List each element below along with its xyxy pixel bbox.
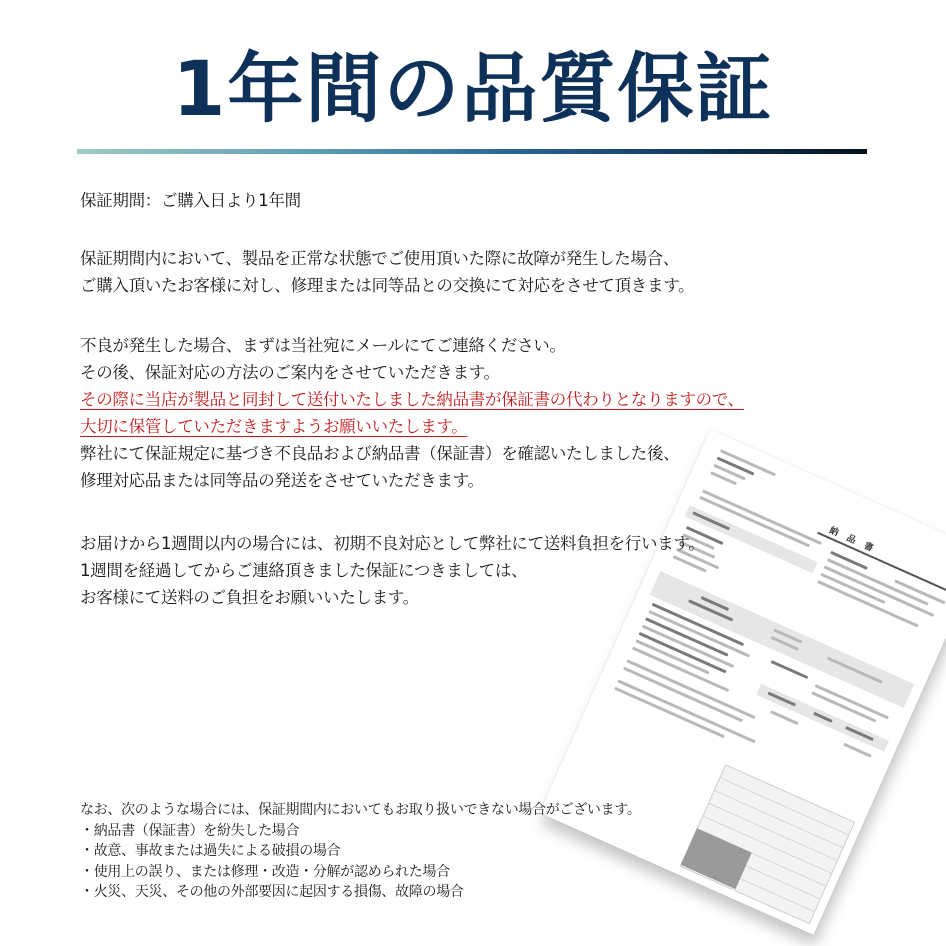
procedure-paragraph <box>80 332 744 494</box>
shipping-line: 1週間を経過してからご連絡頂きました保証につきましては、 <box>80 561 528 580</box>
procedure-line: その後、保証対応の方法のご案内をさせていただきます。 <box>80 363 500 382</box>
coverage-line: ご購入頂いたお客様に対し、修理または同等品との交換にて対応をさせて頂きます。 <box>80 276 695 295</box>
coverage-paragraph <box>80 245 694 299</box>
highlight-notice-line: その際に当店が製品と同封して送付いたしました納品書が保証書の代わりとなりますので、 <box>80 390 744 409</box>
page-title: 1年間の品質保証 <box>172 44 774 133</box>
shipping-line: お客様にて送料のご負担をお願いいたします。 <box>80 588 419 607</box>
exclusion-item: ・納品書（保証書）を紛失した場合 <box>80 822 300 839</box>
slip-text-line <box>626 659 755 719</box>
slip-text-line <box>843 743 872 758</box>
slip-heading: 納品書 <box>827 525 884 559</box>
procedure-line: 不良が発生した場合、まずは当社宛にメールにてご連絡ください。 <box>80 336 566 355</box>
warranty-period-line: 保証期間：ご購入日より1年間 <box>80 191 301 210</box>
highlight-notice-line: 大切に保管していただきますようお願いいたします。 <box>80 417 468 436</box>
procedure-line: 修理対応品または同等品の発送をさせていただきます。 <box>80 471 484 490</box>
shipping-paragraph <box>80 530 704 611</box>
warranty-period <box>80 187 301 214</box>
coverage-line: 保証期間内において、製品を正常な状態でご使用頂いた際に故障が発生した場合、 <box>80 249 680 268</box>
procedure-line: 弊社にて保証規定に基づき不良品および納品書（保証書）を確認いたしました後、 <box>80 444 680 463</box>
slip-text-line <box>770 710 799 725</box>
slip-text-line <box>623 667 743 723</box>
exclusions-section <box>80 800 641 903</box>
shipping-line: お届けから1週間以内の場合には、初期不良対応として弊社にて送料負担を行います。 <box>80 534 705 553</box>
exclusions-intro: なお、次のような場合には、保証期間内においてもお取り扱いできない場合がございます。 <box>80 802 641 818</box>
exclusion-item: ・使用上の誤り、または修理・改造・分解が認められた場合 <box>80 863 450 880</box>
exclusion-item: ・故意、事故または過失による破損の場合 <box>80 843 341 859</box>
title-divider <box>77 149 867 154</box>
exclusion-item: ・火災、天災、その他の外部要因に起因する損傷、故障の場合 <box>80 884 464 900</box>
